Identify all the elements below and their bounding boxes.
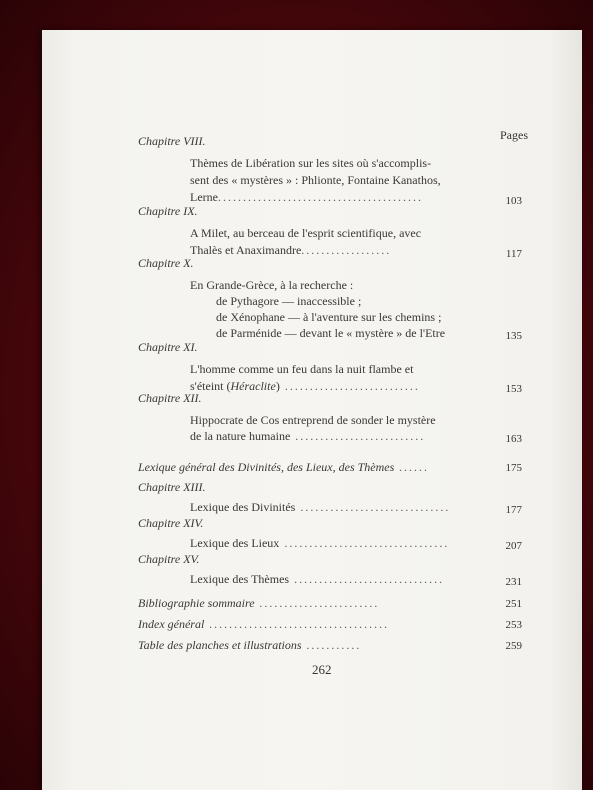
lexique-general-page: 175 [505,462,522,474]
chapter-8-line3-text: Lerne [190,190,218,204]
book-page [42,30,582,790]
leader-dots: ........................... [279,379,420,393]
chapter-14-line1 [190,536,449,551]
index-general-text: Index général [138,617,205,631]
table-planches-text: Table des planches et illustrations [138,638,302,652]
leader-dots: ...... [394,460,430,474]
lexique-general-text: Lexique général des Divinités, des Lieux, des Thèmes [138,460,395,474]
chapter-13-line1-text: Lexique des Divinités [190,500,296,514]
chapter-9-line2-text: Thalès et Anaximandre [190,243,302,257]
chapter-11-line2a: s'éteint ( [190,379,231,393]
chapter-14-page: 207 [505,540,522,552]
chapter-8-line1: Thèmes de Libération sur les sites où s'accomplis- [190,156,432,170]
chapter-10-page: 135 [505,330,522,342]
lexique-general [138,460,429,475]
table-planches [138,638,362,653]
leader-dots: ........................ [254,596,380,610]
chapter-12-line2-text: de la nature humaine [190,429,291,443]
chapter-12-line1: Hippocrate de Cos entreprend de sonder le mystère [190,413,436,427]
leader-dots: .............................. [289,572,445,586]
leader-dots: .................................... [204,617,390,631]
chapter-13-line1 [190,500,450,515]
leader-dots: .............................. [295,500,451,514]
chapter-15-line1-text: Lexique des Thèmes [190,572,290,586]
chapter-9-page: 117 [505,248,522,260]
chapter-13-page: 177 [505,504,522,516]
chapter-8-title: Chapitre VIII. [138,134,206,148]
chapter-14-title: Chapitre XIV. [138,516,204,530]
chapter-14-line1-text: Lexique des Lieux [190,536,280,550]
chapter-10-title: Chapitre X. [138,256,194,270]
page-number: 262 [312,662,332,677]
bibliographie [138,596,380,611]
leader-dots: .................. [301,243,392,257]
chapter-8-line2: sent des « mystères » : Phlionte, Fontaine Kanathos, [190,173,441,187]
bibliographie-text: Bibliographie sommaire [138,596,255,610]
chapter-10-line3: de Xénophane — à l'aventure sur les chemins ; [216,310,442,324]
chapter-9-title: Chapitre IX. [138,204,198,218]
chapter-15-page: 231 [505,576,522,588]
bibliographie-page: 251 [505,598,522,610]
leader-dots: ................................. [279,536,450,550]
leader-dots: ......................................... [217,190,423,204]
chapter-15-title: Chapitre XV. [138,552,200,566]
chapter-12-title: Chapitre XII. [138,391,202,405]
pages-header: Pages [500,128,528,142]
chapter-10-line1: En Grande-Grèce, à la recherche : [190,278,354,292]
chapter-8-line3 [190,190,423,205]
chapter-12-page: 163 [505,433,522,445]
chapter-11-line2 [190,379,420,394]
chapter-11-line1: L'homme comme un feu dans la nuit flambe et [190,362,414,376]
leader-dots: ........... [301,638,362,652]
chapter-11-page: 153 [505,383,522,395]
chapter-15-line1 [190,572,444,587]
chapter-9-line2 [190,243,391,258]
index-general-page: 253 [505,619,522,631]
chapter-9-line1: A Milet, au berceau de l'esprit scientifique, avec [190,226,422,240]
leader-dots: .......................... [290,429,426,443]
chapter-11-line2c: ) [275,379,280,393]
chapter-8-page: 103 [505,195,522,207]
chapter-12-line2 [190,429,425,444]
chapter-10-line2: de Pythagore — inaccessible ; [216,294,362,308]
table-planches-page: 259 [505,640,522,652]
index-general [138,617,389,632]
chapter-11-line2b: Héraclite [230,379,276,393]
chapter-13-title: Chapitre XIII. [138,480,206,494]
chapter-10-line4: de Parménide — devant le « mystère » de l'Etre [216,326,446,340]
chapter-11-title: Chapitre XI. [138,340,198,354]
